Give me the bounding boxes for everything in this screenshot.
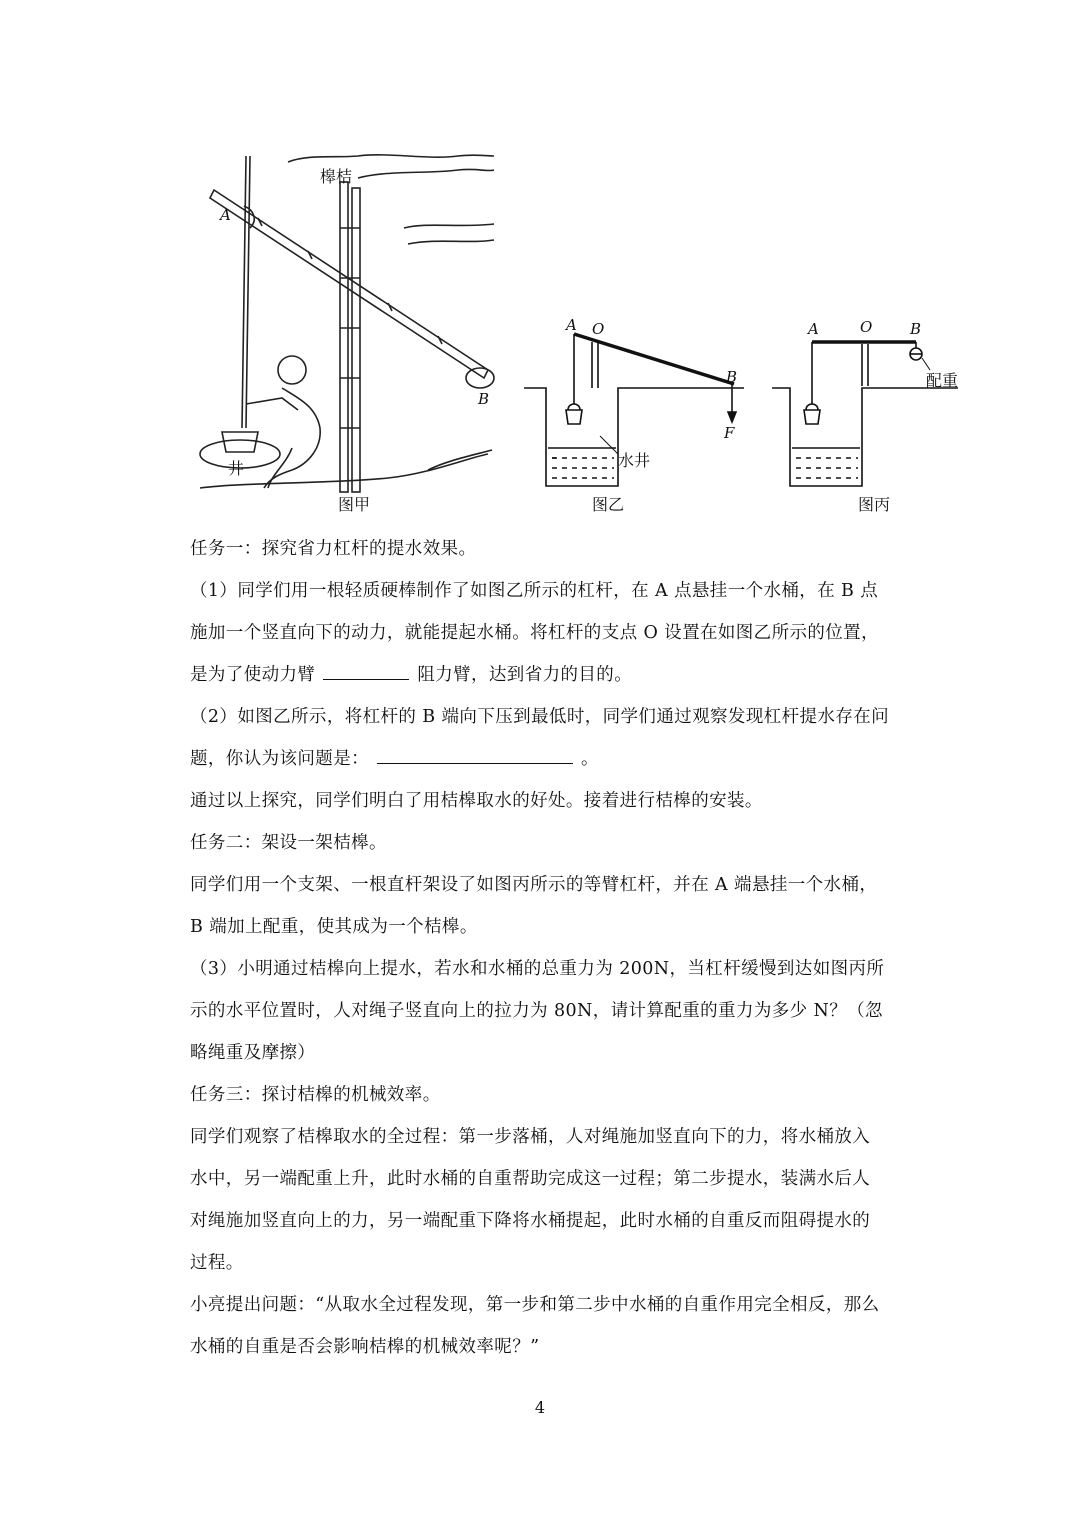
q1-line3-before: 是为了使动力臂 [190, 665, 316, 685]
label-yi-well: 水井 [618, 451, 651, 470]
task1-title: 任务一：探究省力杠杆的提水效果。 [190, 539, 477, 559]
caption-bing: 图丙 [857, 495, 891, 514]
question-line1: 小亮提出问题：“从取水全过程发现，第一步和第二步中水桶的自重作用完全相反，那么 [190, 1295, 880, 1315]
person-body [264, 388, 320, 488]
summary: 通过以上探究，同学们明白了用桔槔取水的好处。接着进行桔槔的安装。 [190, 791, 763, 811]
question-line2: 水桶的自重是否会影响桔槔的机械效率呢？” [190, 1337, 540, 1357]
label-bing-A: A [808, 320, 819, 338]
cloud-line [404, 224, 494, 228]
page-number: 4 [534, 1398, 546, 1417]
label-gaogao: 槔桔 [319, 167, 353, 186]
q2-line1: （2）如图乙所示，将杠杆的 B 端向下压到最低时，同学们通过观察发现杠杆提水存在问 [190, 707, 890, 727]
label-yi-O: O [592, 320, 605, 338]
label-yi-F: F [724, 424, 735, 442]
task3-line1: 同学们观察了桔槔取水的全过程：第一步落桶，人对绳施加竖直向下的力，将水桶放入 [190, 1127, 871, 1147]
task3-title: 任务三：探讨桔槔的机械效率。 [190, 1085, 441, 1105]
q3-line1: （3）小明通过桔槔向上提水，若水和水桶的总重力为 200N，当杠杆缓慢到达如图丙所 [190, 959, 885, 979]
q3-line2: 示的水平位置时，人对绳子竖直向上的拉力为 80N，请计算配重的重力为多少 N？（忽 [190, 1001, 883, 1021]
well-outline-bing [772, 388, 958, 486]
answer-blank-1[interactable] [323, 655, 409, 680]
label-bing-O: O [860, 318, 873, 336]
hanging-pole [242, 156, 246, 428]
task3-line2: 水中，另一端配重上升，此时水桶的自重帮助完成这一过程；第二步提水，装满水后人 [190, 1169, 871, 1189]
label-yi-A: A [566, 316, 577, 334]
task2-line2: B 端加上配重，使其成为一个桔槔。 [190, 917, 478, 937]
question-text [190, 528, 920, 1368]
stone-weight [466, 368, 494, 388]
label-jia-well: 井 [228, 459, 245, 478]
q1-line3-after: 阻力臂，达到省力的目的。 [417, 665, 633, 685]
caption-jia: 图甲 [337, 495, 371, 514]
cloud-line [358, 169, 494, 178]
cloud-line [408, 240, 494, 244]
label-bing-weight: 配重 [926, 371, 959, 390]
task3-line4: 过程。 [190, 1253, 244, 1273]
q1-line2: 施加一个竖直向下的动力，就能提起水桶。将杠杆的支点 O 设置在如图乙所示的位置， [190, 623, 879, 643]
answer-blank-2[interactable] [377, 739, 573, 764]
task2-line1: 同学们用一个支架、一根直杆架设了如图丙所示的等臂杠杆，并在 A 端悬挂一个水桶， [190, 875, 878, 895]
label-jia-B: B [478, 390, 490, 408]
well-outline-yi [524, 388, 744, 486]
q1-line3 [190, 654, 920, 696]
bucket-yi [566, 410, 582, 424]
task2-title: 任务二：架设一架桔槔。 [190, 833, 387, 853]
task3-line3: 对绳施加竖直向上的力，另一端配重下降将水桶提起，此时水桶的自重反而阻碍提水的 [190, 1211, 871, 1231]
figure-bing [772, 342, 958, 486]
q2-line2 [190, 738, 920, 780]
post-right [352, 188, 360, 492]
lever-beam [210, 190, 488, 378]
q2-line2-before: 题，你认为该问题是： [190, 749, 369, 769]
person-head [278, 356, 306, 384]
q1-line1: （1）同学们用一根轻质硬棒制作了如图乙所示的杠杆，在 A 点悬挂一个水桶，在 B 点 [190, 581, 879, 601]
figures-row [188, 148, 968, 520]
figures-svg [188, 148, 968, 520]
figure-jia [200, 155, 494, 492]
bucket [222, 432, 258, 452]
caption-yi: 图乙 [591, 495, 625, 514]
label-yi-B: B [726, 368, 738, 386]
cloud-line [288, 155, 494, 162]
q2-line2-after: 。 [581, 749, 599, 769]
q3-line3: 略绳重及摩擦） [190, 1043, 316, 1063]
label-bing-B: B [910, 320, 922, 338]
bucket-bing [804, 410, 820, 424]
label-jia-A: A [220, 206, 231, 224]
